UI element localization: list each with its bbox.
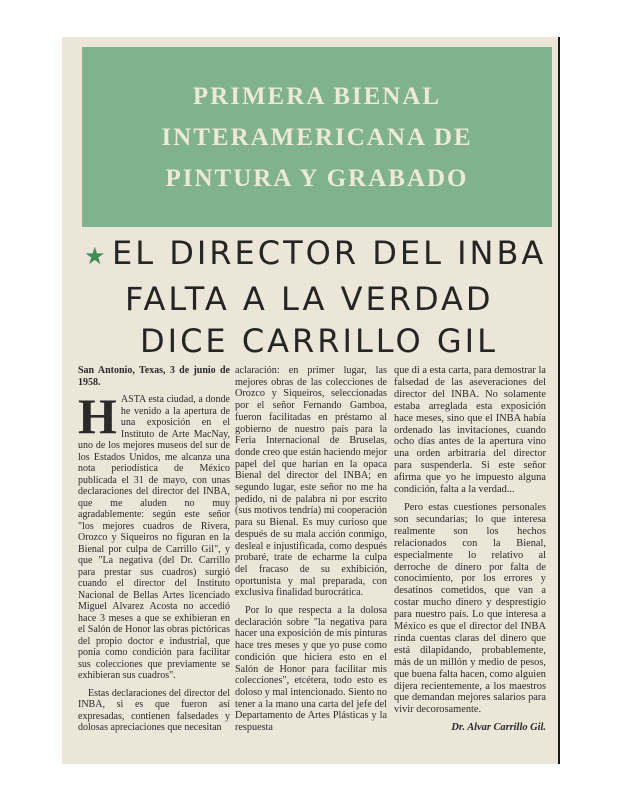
author-signature: Dr. Alvar Carrillo Gil. <box>451 722 546 734</box>
dateline: San Antonio, Texas, 3 de junio de 1958. <box>78 365 230 388</box>
paragraph-text: ASTA esta ciudad, a donde he venido a la apertura de una exposición en el Instituto de Arte MacNay, uno de los mejores museos del sur de los Estados Unidos, me alcanza una nota periodística de México publicada el 31 de mayo, con unas declaraciones del director del INBA, que me aluden no muy agradablemente: según este señor "los mejores cuadros de Rivera, Orozco y Siqueiros no figuran en la Bienal por culpa de Carrillo Gil", y que "La negativa (del Dr. Carrillo para prestar sus cuadros) surgió cuando el director del Instituto Nacional de Bellas Artes licenciado Miguel Alvarez Acosta no accedió hace 3 meses a que se exhibieran en el Salón de Honor las obras pictóricas del propio doctor e industrial, que ponía como condición para facilitar sus colecciones que previamente se exhibieran sus cuadros". <box>78 394 230 681</box>
title-banner <box>82 47 552 227</box>
article-paragraph: aclaración: en primer lugar, las mejores obras de las colecciones de Orozco y Siqueiros, seleccionadas por el señor Fernando Gamboa, fueron facilitadas en préstamo al gobierno de nuestro país para la Feria Internacional de Bruselas, donde creo que están haciendo mejor papel del que harían en la opaca Bienal del director del INBA; en segundo lugar, este señor no me ha pedido, ni de palabra ni por escrito (sus motivos tendría) mi cooperación para su Bienal. Es muy curioso que después de su mala acción conmigo, desleal e injustificada, como después probaré, trate de echarme la culpa del fracaso de su exhibición, oportunista y mal preparada, con exclusiva finalidad burocrática. <box>235 365 387 599</box>
article-column-1 <box>78 365 230 740</box>
banner-title-line-2: INTERAMERICANA DE <box>161 124 473 151</box>
drop-cap: H <box>78 388 117 444</box>
headline-line-2: FALTA A LA VERDAD <box>125 280 494 318</box>
article-paragraph: Estas declaraciones del director del INBA, si es que fueron así expresadas, contienen falsedades y dolosas apreciaciones que necesitan <box>78 687 230 733</box>
article-paragraph: Por lo que respecta a la dolosa declaración sobre "la negativa para hacer una exposición de mis pinturas hace tres meses y que yo puse como condición que hiciera esto en el Salón de Honor para facilitar mis colecciones", etcétera, todo esto es doloso y mal intencionado. Siento no tener a la mano una carta del jefe del Departamento de Artes Plásticas y la respuesta <box>235 605 387 734</box>
star-icon: ★ <box>84 244 106 270</box>
headline-line-1: EL DIRECTOR DEL INBA <box>112 234 547 272</box>
article-column-2 <box>235 365 387 740</box>
article-paragraph: Pero estas cuestiones personales son secundarias; lo que interesa realmente son los hechos relacionados con la Bienal, especialmente lo relativo al derroche de dinero por falta de conocimiento, por los errores y desatinos cometidos, que van a costar mucho dinero y desprestigio para nuestro país. Lo que interesa a México es que el director del INBA rinda cuentas claras del dinero que está dilapidando, probablemente, más de un millón y medio de pesos, que buena falta hacen, como alguien dijera recientemente, a los maestros que demandan mejores salarios para vivir decorosamente. <box>394 501 546 716</box>
banner-title-line-1: PRIMERA BIENAL <box>192 83 442 110</box>
article-paragraph: que di a esta carta, para demostrar la falsedad de las aseveraciones del director del INBA. No solamente estaba arreglada esta exposición hace meses, sino que el INBA había ordenado las invitaciones, cuando ocho días antes de la apertura vino una orden arbitraria del director para suspenderla. Si este señor afirma que yo he impuesto alguna condición, falta a la verdad... <box>394 365 546 496</box>
article-column-3 <box>394 365 546 740</box>
headline-line-3: DICE CARRILLO GIL <box>140 322 498 360</box>
banner-title-line-3: PINTURA Y GRABADO <box>165 165 469 192</box>
article-paragraph <box>78 388 230 682</box>
